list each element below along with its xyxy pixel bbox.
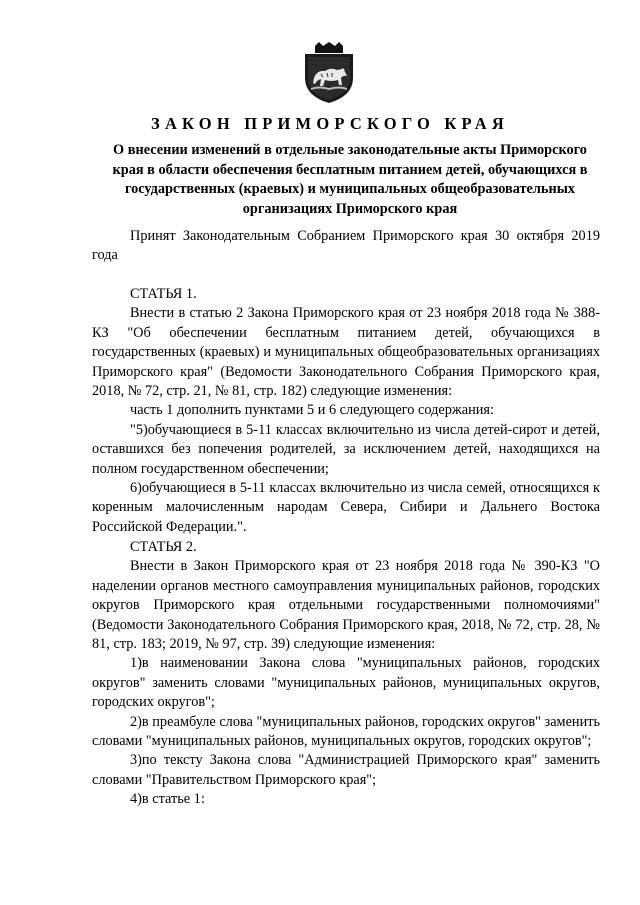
article-1 bbox=[92, 285, 600, 537]
article-2-item: 2)в преамбуле слова "муниципальных районов, городских округов" заменить словами "муниципальных районов, муниципальных округов, городских округов"; bbox=[92, 713, 600, 750]
law-subtitle: О внесении изменений в отдельные законодательные акты Приморского края в области обеспечения бесплатным питанием детей, обучающихся в государственных (краевых) и муниципальных общеобразовательных организациях Приморского края bbox=[112, 142, 588, 217]
article-2-item: 3)по тексту Закона слова "Администрацией Приморского края" заменить словами "Правительством Приморского края"; bbox=[92, 752, 600, 788]
coat-of-arms-icon bbox=[301, 42, 357, 104]
article-2-heading: СТАТЬЯ 2. bbox=[130, 539, 197, 555]
article-2-item: 1)в наименовании Закона слова "муниципальных районов, городских округов" заменить словами "муниципальных районов, муниципальных округов, городских округов"; bbox=[92, 655, 600, 711]
article-2 bbox=[92, 538, 600, 810]
article-1-heading: СТАТЬЯ 1. bbox=[130, 286, 197, 302]
adoption-note bbox=[92, 227, 600, 266]
article-1-intro: Внести в статью 2 Закона Приморского края от 23 ноября 2018 года № 388-КЗ "Об обеспечении бесплатным питанием детей, обучающихся в государственных (краевых) и муниципальных общеобразовательных организациях Приморского края" (Ведомости Законодательного Собрания Приморского края, 2018, № 72, стр. 21, № 81, стр. 182) следующие изменения: bbox=[92, 305, 600, 400]
article-1-paragraph: 6)обучающиеся в 5-11 классах включительно из числа семей, относящихся к коренным малочисленным народам Севера, Сибири и Дальнего Востока Российской Федерации.". bbox=[92, 480, 600, 535]
article-2-intro: Внести в Закон Приморского края от 23 ноября 2018 года № 390-КЗ "О наделении органов местного самоуправления муниципальных районов, городских округов Приморского края отдельными государственными полномочиями" (Ведомости Законодательного Собрания Приморского края, 2018, № 72, стр. 28, № 81, стр. 183; 2019, № 97, стр. 39) следующие изменения: bbox=[92, 558, 600, 653]
article-2-item: 4)в статье 1: bbox=[130, 791, 205, 808]
adoption-text: Принят Законодательным Собранием Приморского края 30 октября 2019 года bbox=[92, 228, 600, 264]
article-1-paragraph: "5)обучающиеся в 5-11 классах включительно из числа детей-сирот и детей, оставшихся без попечения родителей, за исключением детей, находящихся на полном государственном обеспечении; bbox=[92, 421, 600, 477]
law-title: ЗАКОН ПРИМОРСКОГО КРАЯ bbox=[151, 114, 509, 133]
article-1-paragraph: часть 1 дополнить пунктами 5 и 6 следующего содержания: bbox=[130, 402, 494, 419]
